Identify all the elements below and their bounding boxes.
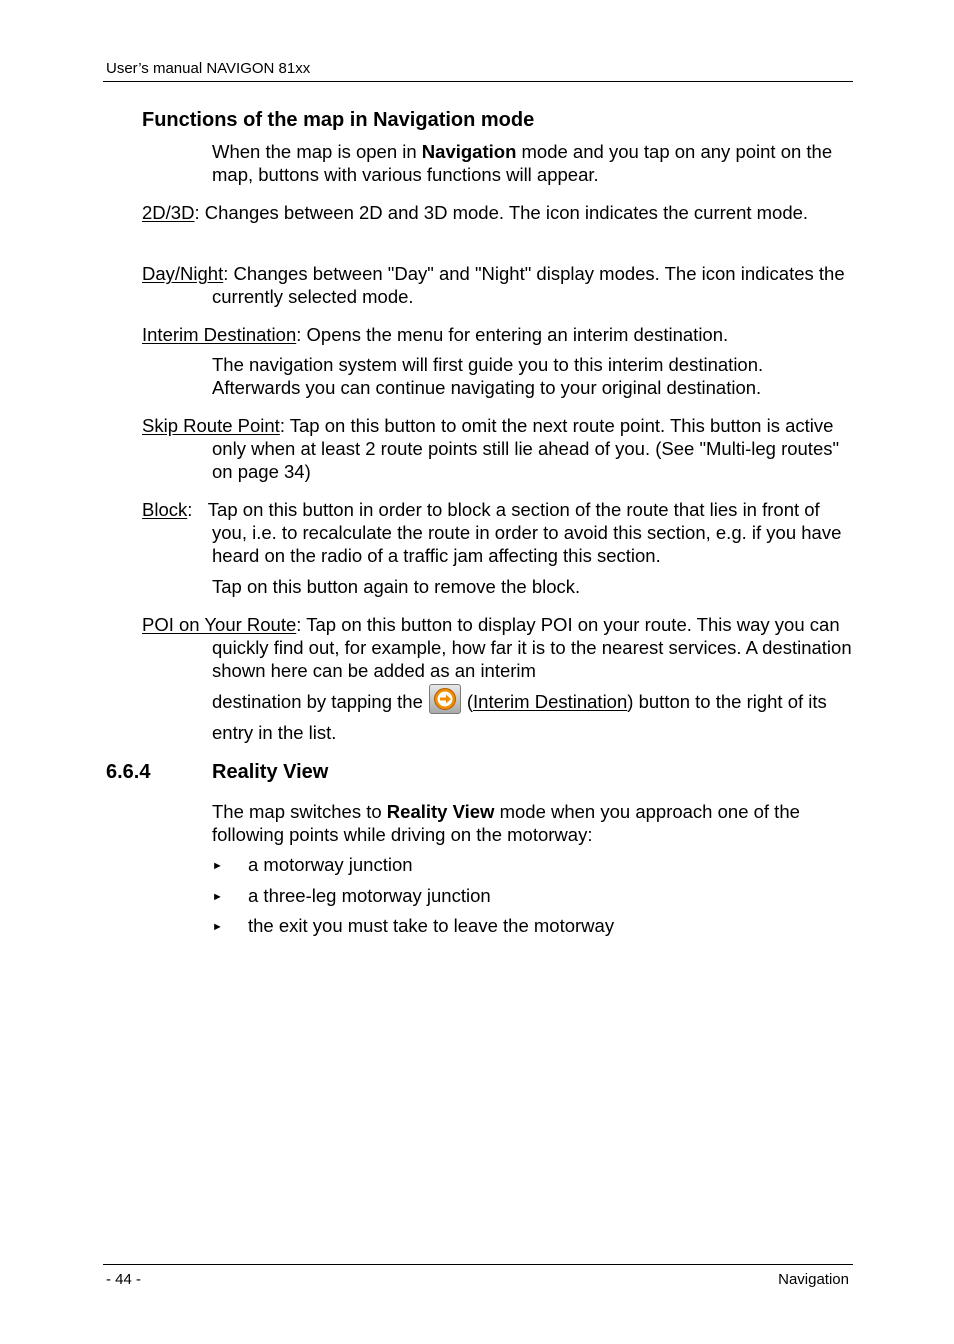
interim-destination-link: Interim Destination (473, 691, 628, 712)
manual-title: User’s manual NAVIGON 81xx (106, 60, 311, 77)
reality-view-intro: The map switches to Reality View mode when you approach one of the following points while driving on the motorway: (212, 801, 800, 845)
bullet-arrow-icon: ► (212, 891, 223, 903)
interim-note: The navigation system will first guide you to this interim destination. Afterwards you can continue navigating to your original destination. (212, 354, 764, 398)
item-2d3d: 2D/3D: Changes between 2D and 3D mode. The icon indicates the current mode. (142, 202, 809, 223)
poi-continuation: destination by tapping the (Interim Destination) button to the right of its entry in the list. (212, 684, 854, 748)
term-interim-destination: Interim Destination (142, 324, 297, 345)
reality-view-bold: Reality View (386, 801, 495, 822)
interim-destination-icon (429, 684, 461, 714)
item-block: Block: Tap on this button in order to block a section of the route that lies in front of you, i.e. to recalculate the route in order to avoid this section, e.g. if you have heard on the radio of a traffic jam affecting this section. (142, 499, 842, 566)
term-2d3d: 2D/3D (142, 202, 195, 223)
item-poi-on-route: POI on Your Route: Tap on this button to display POI on your route. This way you can quickly find out, for example, how far it is to the nearest services. A destination shown here can be added as an interim (142, 614, 852, 681)
page-header (103, 56, 853, 82)
page-footer (103, 1264, 853, 1295)
block-note: Tap on this button again to remove the block. (212, 576, 581, 597)
term-day-night: Day/Night (142, 263, 224, 284)
item-interim-destination: Interim Destination: Opens the menu for entering an interim destination. (142, 324, 729, 345)
item-skip-route-point: Skip Route Point: Tap on this button to omit the next route point. This button is active only when at least 2 route points still lie ahead of you. (See "Multi-leg routes" on page 34) (142, 415, 840, 482)
list-item: ► a motorway junction (212, 853, 413, 878)
page-number: - 44 - (106, 1271, 142, 1288)
term-skip-route-point: Skip Route Point (142, 415, 280, 436)
footer-section: Navigation (778, 1271, 849, 1288)
subsection-title: Reality View (212, 761, 329, 783)
list-item: ► the exit you must take to leave the motorway (212, 914, 614, 939)
list-item: ► a three-leg motorway junction (212, 884, 491, 909)
item-day-night: Day/Night: Changes between "Day" and "Night" display modes. The icon indicates the currently selected mode. (142, 263, 845, 307)
bullet-arrow-icon: ► (212, 860, 223, 872)
bullet-arrow-icon: ► (212, 921, 223, 933)
navigation-bold: Navigation (421, 141, 517, 162)
intro-paragraph: When the map is open in Navigation mode and you tap on any point on the map, buttons with various functions will appear. (212, 141, 833, 185)
term-block: Block (142, 499, 188, 520)
section-heading: Functions of the map in Navigation mode (142, 109, 535, 131)
subsection-number: 6.6.4 (106, 761, 151, 783)
term-poi-on-route: POI on Your Route (142, 614, 297, 635)
